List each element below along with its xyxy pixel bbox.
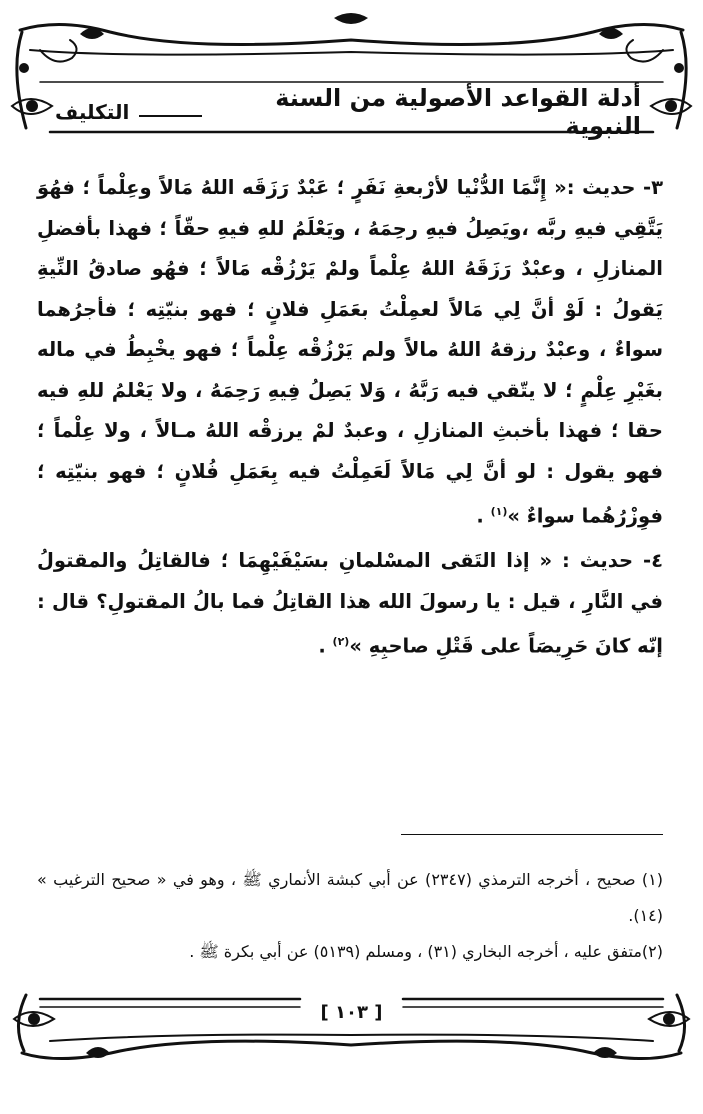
- chapter-name: التكليف: [55, 100, 130, 124]
- footnote: (٢)متفق عليه ، أخرجه البخاري (٣١) ، ومسلم (٥١٣٩) عن أبي بكرة ﷺ .: [189, 942, 663, 961]
- footnote: (١) صحيح ، أخرجه الترمذي (٢٣٤٧) عن أبي كبشة الأنماري ﷺ ، وهو في « صحيح الترغيب » (١٤).: [37, 870, 664, 925]
- bottom-frame-ornament: [0, 985, 703, 1070]
- hadith-paragraph: ٤- حديث : « إذا التَقى المسْلمانِ بسَيْفَيْهِمَا ؛ فالقاتِلُ والمقتولُ في النَّارِ ، قيل : يا رسولَ الله هذا القاتِلُ فما بالُ المقتولِ؟ قال : إنّه كانَ حَرِيصَاً على قَتْلِ صاحبِهِ »$^{(٢)}$ .: [37, 549, 663, 658]
- header-divider: [139, 115, 202, 117]
- book-title: أدلة القواعد الأصولية من السنة النبوية: [275, 84, 641, 140]
- page-number: [ ١٠٣ ]: [320, 1002, 383, 1023]
- footnote-separator: [401, 834, 663, 835]
- hadith-paragraph: ٣- حديث :« إِنَّمَا الدُّنْيا لأرْبعةِ نَفَرٍ ؛ عَبْدٌ رَزَقَه اللهُ مَالاً وعِلْماً ؛ فهُوَ يَتَّقِي فيهِ ربَّه ،ويَصِلُ فيهِ رحِمَهُ ، ويَعْلَمُ للهِ فيهِ حقّاً ؛ فهذا بأفضلِ المنازلِ ، وعبْدٌ رَزَقَهُ اللهُ عِلْماً ولمْ يَرْزُقْه مَالاً ؛ فهُو صادقُ النِّيةِ يَقولُ : لَوْ أنَّ لِي مَالاً لعمِلْتُ بعَمَلِ فلانٍ ؛ فهو بنيّتِه ؛ فأجرُهما سواءٌ ، وعبْدٌ رزقهُ اللهُ مالاً ولم يَرْزُقْه عِلْماً ؛ فهو يخْبِطُ في ماله بغَيْرِ عِلْمٍ ؛ لا يتّقي فيه رَبَّهُ ، وَلا يَصِلُ فِيهِ رَحِمَهُ ، ولا يَعْلمُ للهِ فيه حقا ؛ فهذا بأخبثِ المنازلِ ، وعبدٌ لمْ يرزقْه اللهُ مـالاً ، ولا عِلْماً ؛ فهو يقول : لو أنَّ لِي مَالاً لَعَمِلْتُ فيه بِعَمَلِ فُلانٍ ؛ فهو بنيّتِه ؛ فوِزْرُهُما سواءٌ »$^{(١)}$ .: [37, 176, 663, 528]
- footnote-ref: (١): [490, 505, 508, 518]
- footnote-ref: (٢): [332, 635, 350, 648]
- footnotes: [37, 862, 663, 970]
- running-header: [55, 84, 641, 140]
- main-text: [37, 168, 663, 667]
